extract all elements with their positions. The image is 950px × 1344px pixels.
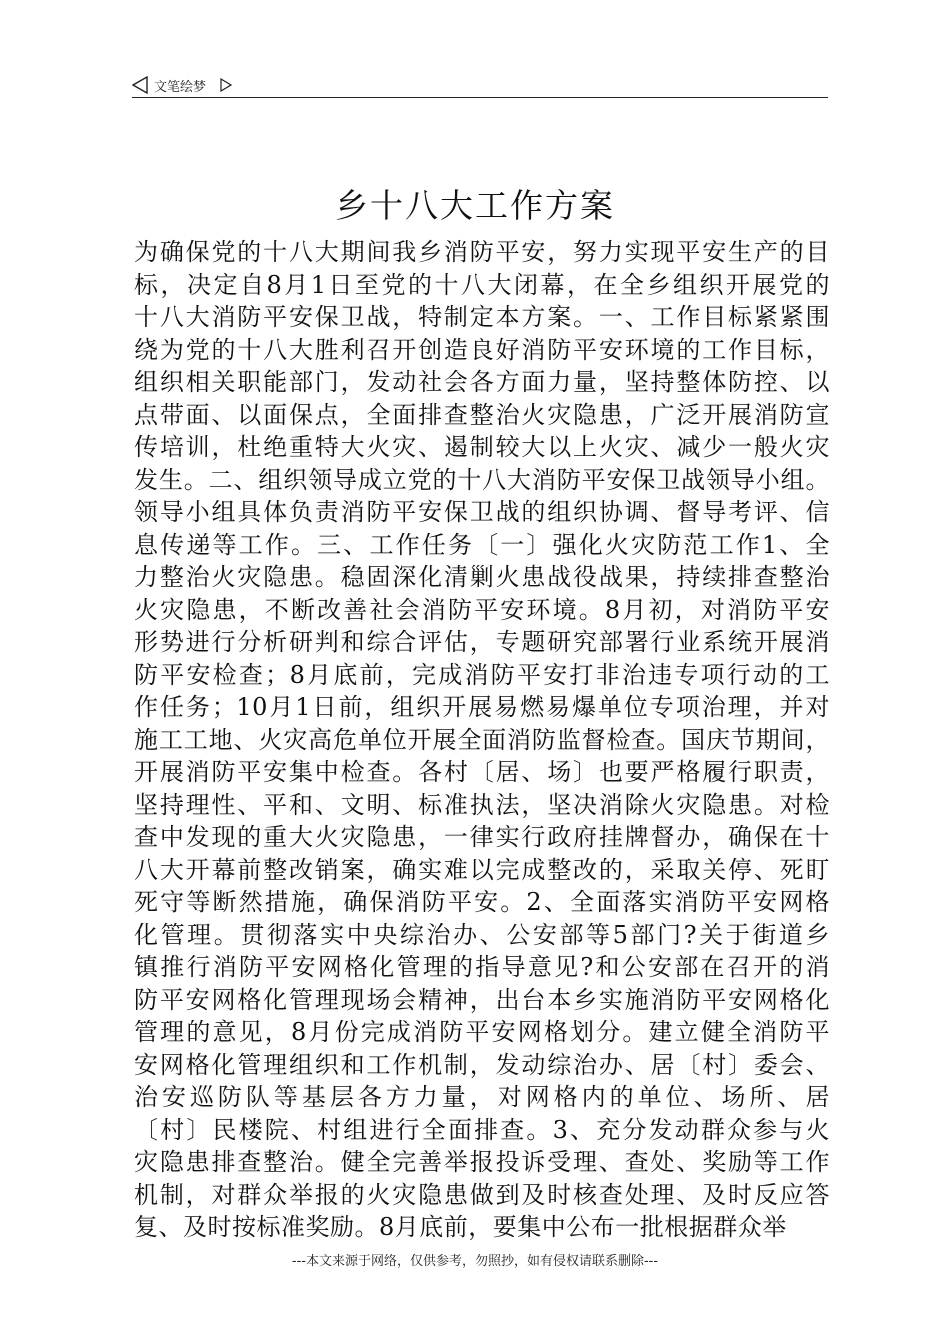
header-divider [132, 97, 828, 98]
body-line: 施工工地、火灾高危单位开展全面消防监督检查。国庆节期间， [134, 725, 830, 754]
body-line: 组织相关职能部门，发动社会各方面力量，坚持整体防控、以 [134, 368, 830, 396]
body-line: 发生。二、组织领导成立党的十八大消防平安保卫战领导小组。 [134, 465, 830, 494]
document-title: 乡十八大工作方案 [335, 186, 615, 225]
page-footer: ---本文来源于网络，仅供参考，勿照抄，如有侵权请联系删除--- [291, 1254, 659, 1269]
body-line: 形势进行分析研判和综合评估，专题研究部署行业系统开展消 [134, 628, 830, 656]
triangle-left-icon [132, 76, 148, 94]
body-line: 防平安检查；8月底前，完成消防平安打非治违专项行动的工 [134, 660, 830, 689]
body-line: 镇推行消防平安网格化管理的指导意见?和公安部在召开的消 [134, 953, 830, 981]
body-line: 安网格化管理组织和工作机制，发动综治办、居〔村〕委会、 [134, 1050, 830, 1079]
body-line: 绕为党的十八大胜利召开创造良好消防平安环境的工作目标， [134, 335, 830, 364]
body-line: 为确保党的十八大期间我乡消防平安，努力实现平安生产的目 [134, 238, 830, 266]
body-line: 开展消防平安集中检查。各村〔居、场〕也要严格履行职责， [134, 758, 830, 786]
body-line: 火灾隐患，不断改善社会消防平安环境。8月初，对消防平安 [134, 595, 830, 624]
body-line: 防平安网格化管理现场会精神，出台本乡实施消防平安网格化 [134, 985, 830, 1014]
body-line: 标，决定自8月1日至党的十八大闭幕，在全乡组织开展党的 [134, 270, 830, 299]
triangle-right-icon [220, 78, 232, 92]
body-line: 管理的意见，8月份完成消防平安网格划分。建立健全消防平 [134, 1018, 830, 1046]
body-line: 八大开幕前整改销案，确实难以完成整改的，采取关停、死盯 [134, 855, 830, 884]
body-line: 传培训，杜绝重特大火灾、遏制较大以上火灾、减少一般火灾 [134, 433, 830, 461]
header-text: 文笔绘梦 [154, 80, 207, 95]
body-line: 灾隐患排查整治。健全完善举报投诉受理、查处、奖励等工作 [134, 1148, 830, 1176]
body-line: 〔村〕民楼院、村组进行全面排查。3、充分发动群众参与火 [134, 1115, 830, 1144]
body-line: 力整治火灾隐患。稳固深化清剿火患战役战果，持续排查整治 [134, 563, 830, 591]
document-body [134, 236, 830, 1244]
body-line: 死守等断然措施，确保消防平安。2、全面落实消防平安网格 [134, 888, 830, 916]
body-line: 领导小组具体负责消防平安保卫战的组织协调、督导考评、信 [134, 498, 830, 526]
body-line: 息传递等工作。三、工作任务〔一〕强化火灾防范工作1、全 [134, 530, 830, 559]
body-line: 化管理。贯彻落实中央综治办、公安部等5部门?关于街道乡 [134, 920, 830, 949]
body-line: 坚持理性、平和、文明、标准执法，坚决消除火灾隐患。对检 [134, 790, 830, 819]
body-line: 点带面、以面保点，全面排查整治火灾隐患，广泛开展消防宣 [134, 400, 830, 429]
body-line: 机制，对群众举报的火灾隐患做到及时核查处理、及时反应答 [134, 1180, 830, 1209]
page-header [132, 74, 828, 98]
body-line: 作任务；10月1日前，组织开展易燃易爆单位专项治理，并对 [134, 693, 830, 721]
body-line: 查中发现的重大火灾隐患，一律实行政府挂牌督办，确保在十 [134, 823, 830, 851]
body-line: 复、及时按标准奖励。8月底前，要集中公布一批根据群众举 [134, 1213, 787, 1241]
body-line: 十八大消防平安保卫战，特制定本方案。一、工作目标紧紧围 [134, 303, 830, 331]
body-line: 治安巡防队等基层各方力量，对网格内的单位、场所、居 [134, 1083, 830, 1111]
